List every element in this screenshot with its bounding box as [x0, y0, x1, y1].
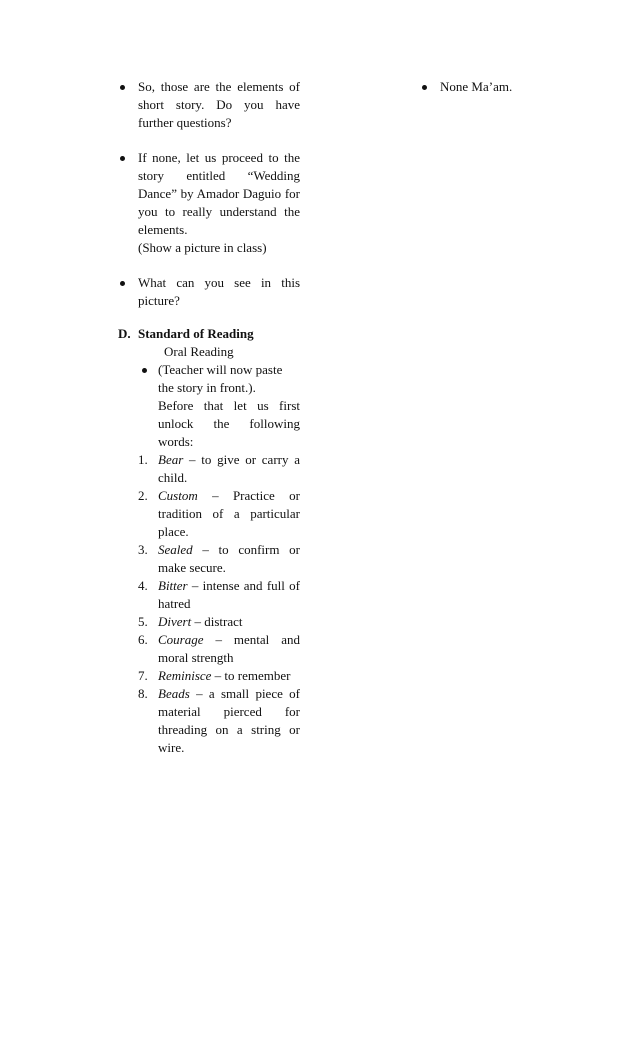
bullet-icon	[422, 85, 427, 90]
item-text: What can you see in this picture?	[138, 275, 300, 308]
vocab-definition: – distract	[191, 614, 243, 629]
vocab-definition: – mental and moral strength	[158, 632, 300, 665]
vocab-term: Courage	[158, 632, 204, 647]
vocab-definition: – to confirm or make secure.	[158, 542, 300, 575]
vocab-item	[118, 685, 300, 757]
vocab-number: 3.	[138, 542, 148, 557]
vocab-number: 1.	[138, 452, 148, 467]
vocab-number: 6.	[138, 632, 148, 647]
vocab-item	[118, 613, 300, 631]
vocab-definition: – Practice or tradition of a particular place.	[158, 488, 300, 539]
list-item	[118, 361, 300, 451]
list-item	[118, 78, 300, 132]
vocab-definition: – to remember	[211, 668, 291, 683]
section-title: Standard of Reading	[138, 326, 254, 341]
bullet-icon	[142, 368, 147, 373]
item-text: None Ma’am.	[440, 79, 513, 94]
vocab-item	[118, 631, 300, 667]
vocab-item	[118, 577, 300, 613]
item-text: So, those are the elements of short story. Do you have further questions?	[138, 79, 300, 130]
list-item	[118, 149, 300, 257]
bullet-icon	[120, 156, 125, 161]
vocab-term: Beads	[158, 686, 190, 701]
section-heading	[118, 325, 300, 343]
vocab-item	[118, 541, 300, 577]
vocab-number: 7.	[138, 668, 148, 683]
vocab-definition: – a small piece of material pierced for threading on a string or wire.	[158, 686, 300, 755]
vocab-item	[118, 487, 300, 541]
section-letter: D.	[118, 326, 131, 341]
item-text: (Teacher will now paste the story in front.).	[158, 362, 283, 395]
list-item	[118, 274, 300, 310]
vocab-term: Bear	[158, 452, 184, 467]
vocab-number: 5.	[138, 614, 148, 629]
item-text: If none, let us proceed to the story entitled “Wedding Dance” by Amador Daguio for you to really understand the elements.	[138, 150, 300, 237]
item-text: Before that let us first unlock the following words:	[158, 398, 300, 449]
vocabulary-list	[118, 451, 300, 757]
vocab-term: Reminisce	[158, 668, 212, 683]
item-note: (Show a picture in class)	[138, 240, 267, 255]
student-column	[420, 78, 580, 96]
vocab-item	[118, 667, 300, 685]
bullet-icon	[120, 281, 125, 286]
bullet-icon	[120, 85, 125, 90]
vocab-term: Bitter	[158, 578, 188, 593]
vocab-term: Custom	[158, 488, 198, 503]
vocab-definition: – intense and full of hatred	[158, 578, 300, 611]
vocab-number: 8.	[138, 686, 148, 701]
vocab-number: 2.	[138, 488, 148, 503]
section-standard-of-reading	[118, 325, 300, 757]
vocab-term: Divert	[158, 614, 192, 629]
vocab-number: 4.	[138, 578, 148, 593]
teacher-column	[118, 78, 300, 757]
list-item	[420, 78, 580, 96]
section-subtitle: Oral Reading	[164, 344, 234, 359]
vocab-item	[118, 451, 300, 487]
vocab-term: Sealed	[158, 542, 193, 557]
vocab-definition: – to give or carry a child.	[158, 452, 300, 485]
